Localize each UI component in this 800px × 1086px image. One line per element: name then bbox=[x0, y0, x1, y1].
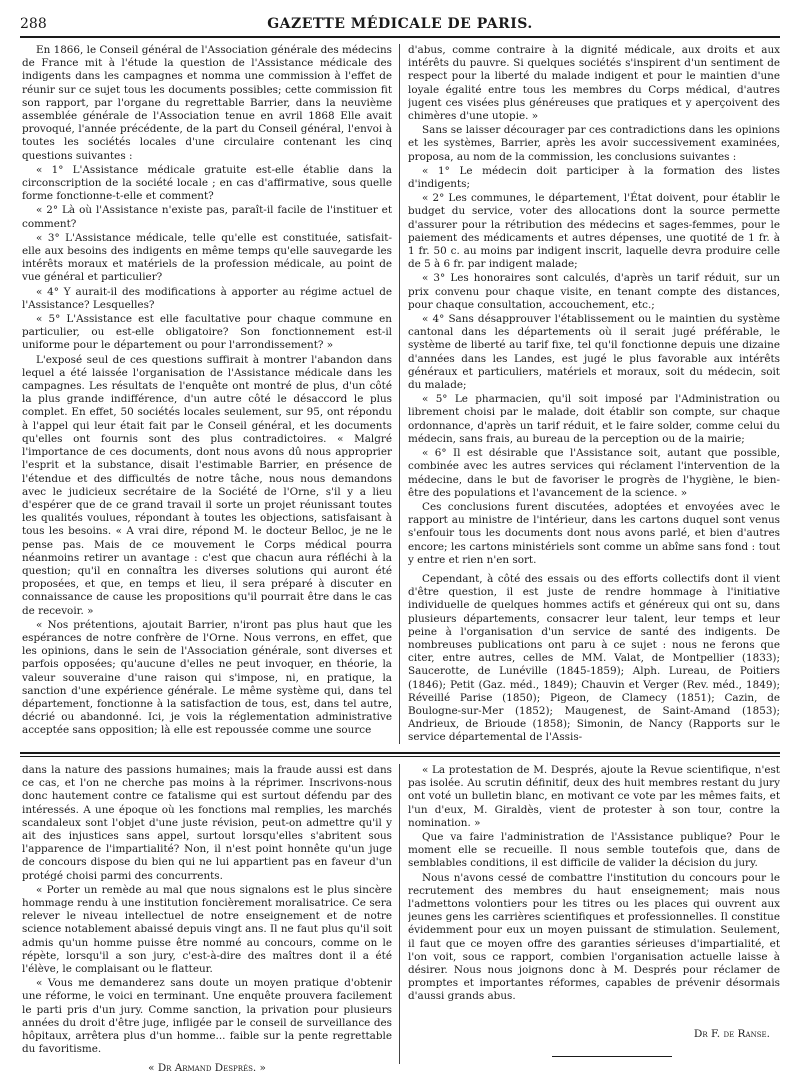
column-divider bbox=[399, 764, 400, 1064]
paragraph: « Nos prétentions, ajoutait Barrier, n'iront pas plus haut que les espérances de notre confrère de l'Orne. Nous verrons, en effet, que les opinions, dans le sein de l'Association générale, sont diverses et parfois opposées; qu'aucune d'elles ne peut invoquer, en théorie, la valeur souveraine d'une raison qui s'impose, ni, en pratique, la sanction d'une expérience générale. Le même système qui, dans tel département, fonctionne à la satisfaction de tous, est, dans tel autre, décrié ou abandonné. Ici, je vois la réglementation administrative acceptée sans opposition; là elle est repoussée comme une source bbox=[22, 618, 392, 737]
paragraph: d'abus, comme contraire à la dignité médicale, aux droits et aux intérêts du pauvre. Si quelques sociétés s'inspirent d'un sentiment de respect pour la liberté du malade indigent et pour le maintien d'une loyale égalité entre tous les membres du Corps médical, d'autres jugent ces visées plus généreuses que pratiques et y aperçoivent des chimères d'une utopie. » bbox=[408, 44, 780, 123]
column-top-right bbox=[408, 44, 780, 744]
paragraph: « La protestation de M. Després, ajoute la Revue scientifique, n'est pas isolée. Au scrutin définitif, deux des huit membres restant du jury ont voté un bulletin blanc, en motivant ce vote par les mêmes faits, et l'un d'eux, M. Giraldès, vient de protester à son tour, contre la nomination. » bbox=[408, 764, 780, 829]
signature-ranse: Dr F. de Ranse. bbox=[693, 1027, 770, 1040]
signature-despres: « Dr Armand Després. » bbox=[148, 1062, 266, 1074]
conclusion-4: « 4° Sans désapprouver l'établissement ou le maintien du système cantonal dans les départements où il serait jugé préférable, le système de liberté au tarif fixe, tel qu'il fonctionne depuis une dizaine d'années dans les Landes, est jugé le plus favorable aux intérêts généraux et particuliers, matériels et moraux, soit du médecin, soit du malade; bbox=[408, 313, 780, 392]
end-rule bbox=[552, 1056, 672, 1057]
paragraph: Cependant, à côté des essais ou des efforts collectifs dont il vient d'être question, il est juste de rendre hommage à l'initiative individuelle de quelques hommes actifs et généreux qui ont su, dans plusieurs départements, consacrer leur talent, leur temps et leur peine à l'organisation d'un service de santé des indigents. De nombreuses publications ont paru à ce sujet : nous ne ferons que citer, entre autres, celles de MM. Valat, de Montpellier (1833); Saucerotte, de Lunéville (1845-1859); Alph. Lureau, de Poitiers (1846); Petit (Gaz. méd., 1849); Chauvin et Verger (Rev. méd., 1849); Réveillé Parise (1850); Pigeon, de Clamecy (1851); Cazin, de Boulogne-sur-Mer (1852); Maugenest, de Saint-Amand (1853); Andrieux, de Brioude (1858); Simonin, de Nancy (Rapports sur le service départemental de l'Assis- bbox=[408, 572, 780, 744]
conclusion-5: « 5° Le pharmacien, qu'il soit imposé par l'Administration ou librement choisi par le malade, doit établir son compte, sur chaque ordonnance, d'après un tarif réduit, et le faire solder, comme celui du médecin, sans frais, au bureau de la perception ou de la mairie; bbox=[408, 393, 780, 445]
paragraph: Sans se laisser décourager par ces contradictions dans les opinions et les systèmes, Barrier, après les avoir successivement examinées, proposa, au nom de la commission, les conclusions suivantes : bbox=[408, 124, 780, 163]
conclusion-3: « 3° Les honoraires sont calculés, d'après un tarif réduit, sur un prix convenu pour chaque visite, en tenant compte des distances, pour chaque consultation, accouchement, etc.; bbox=[408, 272, 780, 311]
paragraph: Nous n'avons cessé de combattre l'institution du concours pour le recrutement des membres du haut enseignement; mais nous l'admettons volontiers pour les titres ou les places qui ouvrent aux jeunes gens les carrières scientifiques et professionnelles. Il constitue évidemment pour eux un moyen puissant de stimulation. Seulement, il faut que ce moyen offre des garanties sérieuses d'impartialité, et l'on voit, sous ce rapport, combien l'organisation actuelle laisse à désirer. Nous nous joignons donc à M. Després pour réclamer de promptes et importantes réformes, capables de prévenir désormais d'aussi grands abus. bbox=[408, 871, 780, 1003]
conclusion-6: « 6° Il est désirable que l'Assistance soit, autant que possible, combinée avec les autres services qui réclament l'intervention de la médecine, dans le but de favoriser le progrès de l'hygiène, le bien-être des populations et l'avancement de la science. » bbox=[408, 447, 780, 499]
page-number: 288 bbox=[20, 16, 47, 32]
conclusion-1: « 1° Le médecin doit participer à la formation des listes d'indigents; bbox=[408, 164, 780, 191]
question-3: « 3° L'Assistance médicale, telle qu'elle est constituée, satisfait-elle aux besoins des indigents en même temps qu'elle sauvegarde les intérêts moraux et matériels de la profession médicale, au point de vue général et particulier? bbox=[22, 231, 392, 284]
column-bottom-left bbox=[22, 764, 392, 1074]
section-rule-thin bbox=[20, 756, 780, 757]
paragraph: L'exposé seul de ces questions suffirait à montrer l'abandon dans lequel a été laissée l'organisation de l'Assistance médicale dans les campagnes. Les résultats de l'enquête ont montré de plus, d'un côté la plus grande indifférence, d'un autre côté le désaccord le plus complet. En effet, 50 sociétés locales seulement, sur 95, ont répondu à l'appel qui leur était fait par le Conseil général, et les documents qu'elles ont fournis sont des plus contradictoires. « Malgré l'importance de ces documents, dont nous avons dû nous approprier l'esprit et la substance, disait l'estimable Barrier, en présence de l'étendue et des difficultés de notre tâche, nous nous demandons avec le judicieux secrétaire de la Société de l'Orne, s'il y a lieu d'espérer que de ce grand travail il sorte un projet réunissant toutes les qualités voulues, répondant à toutes les objections, satisfaisant à tous les besoins. « A vrai dire, répond M. le docteur Belloc, je ne le pense pas. Mais de ce mouvement le Corps médical pourra néanmoins retirer un avantage : c'est que chacun aura réfléchi à la question; qu'il en connaîtra les diverses solutions qui auront été proposées, et que, en temps et lieu, il sera préparé à discuter en connaissance de cause les propositions qu'il pourrait être dans le cas de recevoir. » bbox=[22, 353, 392, 617]
question-5: « 5° L'Assistance est elle facultative pour chaque commune en particulier, ou est-elle obligatoire? Son fonctionnement est-il uniforme pour le département ou pour l'arrondissement? » bbox=[22, 313, 392, 352]
question-4: « 4° Y aurait-il des modifications à apporter au régime actuel de l'Assistance? Lesquelles? bbox=[22, 285, 392, 311]
paragraph: dans la nature des passions humaines; mais la fraude aussi est dans ce cas, et l'on ne cherche pas moins à la réprimer. Inscrivons-nous donc hautement contre ce fatalisme qui est surtout défendu par des intéressés. A une époque où les fonctions mal remplies, les marchés scandaleux sont l'objet d'une juste révision, peut-on admettre qu'il y ait des injustices sans appel, surtout lorsqu'elles s'abritent sous l'apparence de l'impartialité? Non, il n'est point honnête qu'un juge de concours dispose du bien qui ne lui appartient pas en faveur d'un protégé choisi parmi des concurrents. bbox=[22, 764, 392, 882]
column-top-left bbox=[22, 44, 392, 744]
paragraph: En 1866, le Conseil général de l'Association générale des médecins de France mit à l'étude la question de l'Assistance médicale des indigents dans les campagnes et nomma une commission à l'effet de réunir sur ce sujet tous les documents possibles; cette commission fit son rapport, par l'organe du regrettable Barrier, dans la neuvième assemblée générale de l'Association tenue en avril 1868 Elle avait provoqué, l'année précédente, de la part du Conseil général, l'envoi à toutes les sociétés locales d'une circulaire contenant les cinq questions suivantes : bbox=[22, 44, 392, 162]
column-divider bbox=[399, 44, 400, 744]
paragraph: Ces conclusions furent discutées, adoptées et envoyées avec le rapport au ministre de l'intérieur, dans les cartons duquel sont venus s'enfouir tous les documents dont nous avons parlé, et bien d'autres encore; les cartons ministériels sont comme un abîme sans fond : tout y entre et rien n'en sort. bbox=[408, 500, 780, 566]
paragraph: « Vous me demanderez sans doute un moyen pratique d'obtenir une réforme, le voici en terminant. Une enquête prouvera facilement le parti pris d'un jury. Comme sanction, la privation pour plusieurs années du droit d'être juge, infligée par le conseil de surveillance des hôpitaux, arrêtera plus d'un homme... faible sur la pente regrettable du favoritisme. bbox=[22, 977, 392, 1056]
paragraph: Que va faire l'administration de l'Assistance publique? Pour le moment elle se recueille. Il nous semble toutefois que, dans de semblables conditions, il est difficile de valider la décision du jury. bbox=[408, 831, 780, 870]
section-rule bbox=[20, 752, 780, 754]
paragraph: « Porter un remède au mal que nous signalons est le plus sincère hommage rendu à une institution foncièrement moralisatrice. Ce sera relever le niveau intellectuel de notre enseignement et de notre science notablement abaissé depuis vingt ans. Il ne faut plus qu'il soit admis qu'un homme puisse être nommé au concours, comme on le répète, lorsqu'il a son jury, c'est-à-dire des maîtres dont il a été l'élève, le complaisant ou le flatteur. bbox=[22, 883, 392, 976]
question-1: « 1° L'Assistance médicale gratuite est-elle établie dans la circonscription de la société locale ; en cas d'affirmative, sous quelle forme fonctionne-t-elle et comment? bbox=[22, 163, 392, 203]
journal-title: GAZETTE MÉDICALE DE PARIS. bbox=[267, 16, 533, 32]
column-bottom-right bbox=[408, 764, 780, 1074]
page-header bbox=[20, 14, 780, 38]
question-2: « 2° Là où l'Assistance n'existe pas, paraît-il facile de l'instituer et comment? bbox=[22, 204, 392, 230]
conclusion-2: « 2° Les communes, le département, l'État doivent, pour établir le budget du service, voter des allocations dont la source permette d'assurer pour la rétribution des médecins et sages-femmes, pour le paiement des médicaments et autres dépenses, une quotité de 1 fr. à 1 fr. 50 c. au moins par indigent inscrit, laquelle devra produire celle de 5 à 6 fr. par indigent malade; bbox=[408, 192, 780, 271]
